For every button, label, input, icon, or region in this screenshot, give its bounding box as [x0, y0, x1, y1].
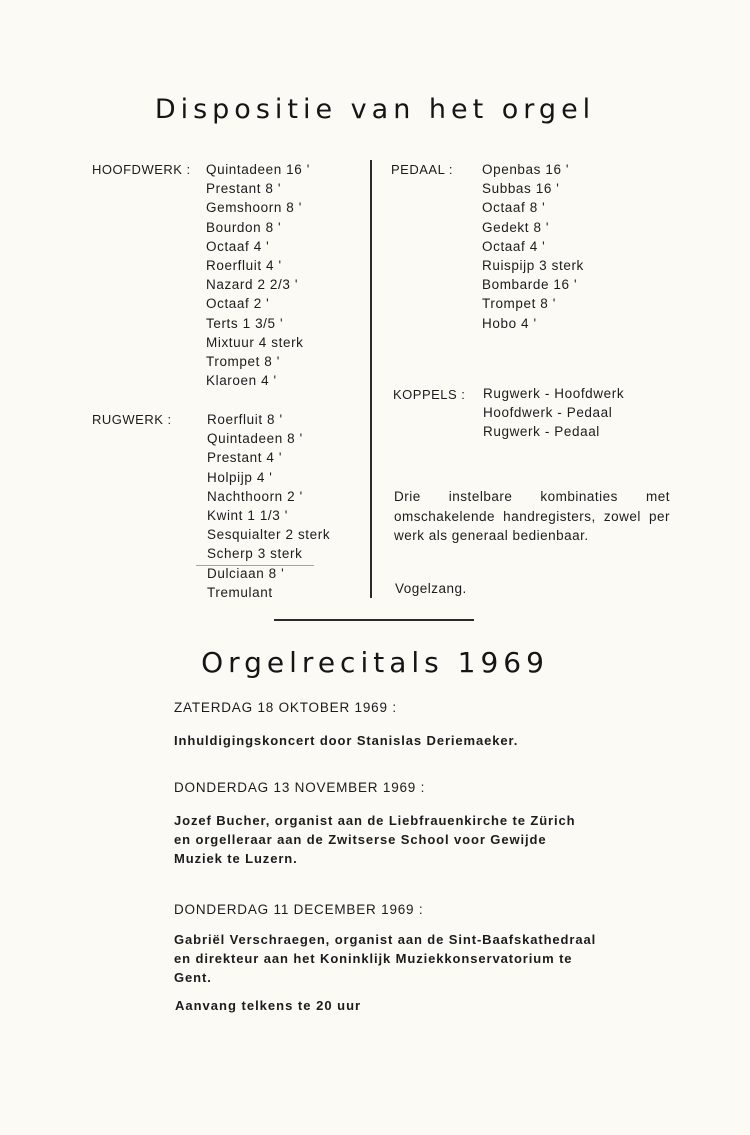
start-time-note: Aanvang telkens te 20 uur: [175, 998, 362, 1013]
stop-item: Nazard 2 2/3 ': [206, 277, 299, 293]
recitals-title: Orgelrecitals 1969: [201, 646, 549, 679]
stop-item: Bombarde 16 ': [482, 277, 578, 293]
koppel-item: Hoofdwerk - Pedaal: [483, 405, 613, 421]
column-divider: [370, 160, 372, 598]
stop-item: Holpijp 4 ': [207, 469, 273, 485]
stop-item: Openbas 16 ': [482, 162, 570, 177]
stop-item: Roerfluit 8 ': [207, 412, 283, 427]
rugwerk-label: RUGWERK :: [92, 412, 172, 427]
event-description: Gabriël Verschraegen, organist aan de Sint-Baafskathedraal en direkteur aan het Koninklijk Muziekkonservatorium te Gent.: [174, 932, 597, 985]
stop-item: Trompet 8 ': [482, 296, 556, 312]
stop-item: Gemshoorn 8 ': [206, 200, 302, 216]
hoofdwerk-stop-list: [206, 160, 310, 390]
stop-item: Quintadeen 16 ': [206, 162, 310, 177]
event-description: Jozef Bucher, organist aan de Liebfrauenkirche te Zürich en orgelleraar aan de Zwitserse School voor Gewijde Muziek te Luzern.: [174, 813, 576, 866]
stop-item: Trompet 8 ': [206, 353, 280, 369]
event-description: Inhuldigingskoncert door Stanislas Deriemaeker.: [174, 733, 519, 748]
stop-item: Mixtuur 4 sterk: [206, 334, 304, 350]
stop-item: Nachthoorn 2 ': [207, 488, 303, 504]
rugwerk-stop-list: [207, 410, 330, 602]
hoofdwerk-label: HOOFDWERK :: [92, 162, 191, 177]
stop-item: Terts 1 3/5 ': [206, 315, 284, 331]
pedaal-label: PEDAAL :: [391, 162, 454, 177]
pedaal-stop-list: [482, 160, 584, 333]
stop-item: Hobo 4 ': [482, 315, 537, 331]
stop-item: Octaaf 2 ': [206, 296, 270, 312]
stop-item: Scherp 3 sterk: [207, 546, 303, 562]
stop-item: Roerfluit 4 ': [206, 257, 282, 273]
dispositie-title: Dispositie van het orgel: [154, 94, 596, 125]
stop-item: Ruispijp 3 sterk: [482, 257, 584, 273]
event-date: ZATERDAG 18 OKTOBER 1969 :: [174, 700, 397, 715]
stop-item: Subbas 16 ': [482, 181, 560, 197]
stop-item: Gedekt 8 ': [482, 219, 550, 235]
stop-item: Kwint 1 1/3 ': [207, 507, 288, 523]
koppel-item: Rugwerk - Pedaal: [483, 424, 600, 440]
builder-signature: Vogelzang.: [395, 581, 467, 596]
koppels-label: KOPPELS :: [393, 387, 466, 402]
section-divider: [274, 619, 474, 621]
koppels-list: [483, 384, 624, 442]
event-date: DONDERDAG 11 DECEMBER 1969 :: [174, 902, 424, 917]
koppel-item: Rugwerk - Hoofdwerk: [483, 386, 625, 401]
stop-item: Sesquialter 2 sterk: [207, 527, 331, 543]
kombinaties-note: Drie instelbare kombinaties met omschakelende handregisters, zowel per werk als generaal bedienbaar.: [394, 489, 670, 543]
event-date: DONDERDAG 13 NOVEMBER 1969 :: [174, 780, 426, 795]
stop-item: Klaroen 4 ': [206, 373, 277, 389]
print-smudge: [196, 565, 314, 566]
stop-item: Quintadeen 8 ': [207, 431, 303, 447]
stop-item: Tremulant: [207, 584, 273, 600]
stop-item: Octaaf 4 ': [482, 238, 546, 254]
stop-item: Octaaf 8 ': [482, 200, 546, 216]
stop-item: Bourdon 8 ': [206, 219, 282, 235]
stop-item: Prestant 8 ': [206, 181, 282, 197]
stop-item: Prestant 4 ': [207, 450, 283, 466]
stop-item: Dulciaan 8 ': [207, 565, 285, 581]
stop-item: Octaaf 4 ': [206, 238, 270, 254]
